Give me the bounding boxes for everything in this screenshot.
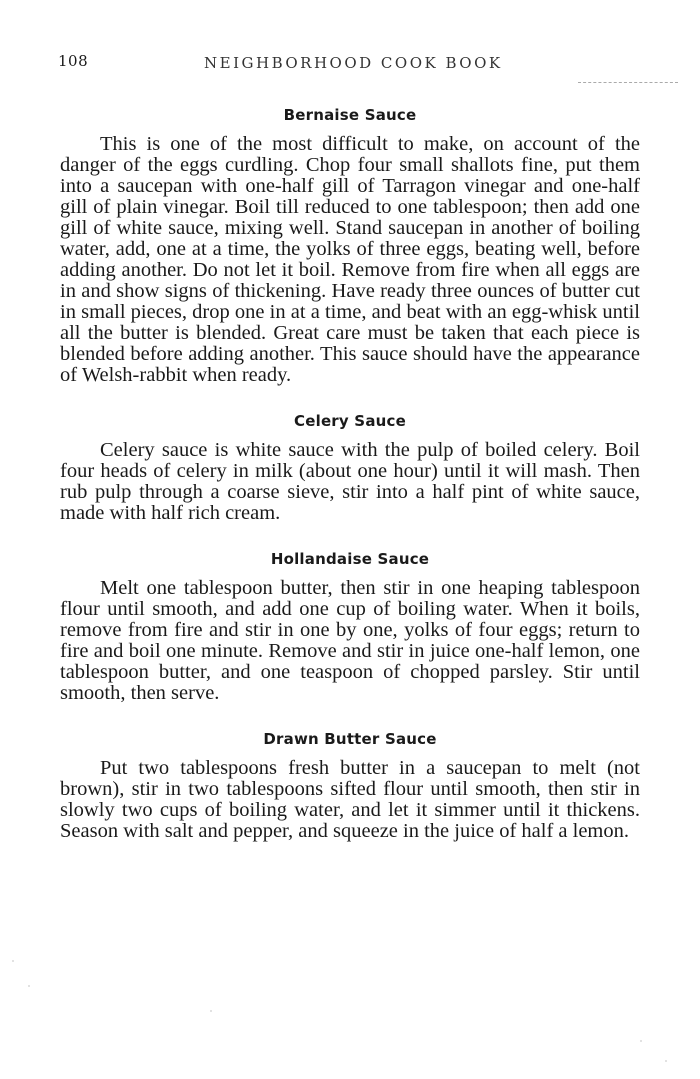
running-head (58, 52, 642, 78)
page-number: 108 (58, 52, 89, 70)
paper-speck (12, 960, 14, 962)
paper-speck (210, 1010, 212, 1012)
paper-speck (28, 985, 30, 987)
recipe-title: Hollandaise Sauce (270, 550, 430, 568)
recipe-body: Melt one tablespoon butter, then stir in one heaping tablespoon flour until smooth, and add one cup of boiling water. When it boils, remove from fire and stir in one by one, yolks of four eggs; return to fire and boil one minute. Remove and stir in juice one-half lemon, one tablespoon butter, and one teaspoon of chopped parsley. Stir until smooth, then serve. (60, 577, 640, 704)
recipe-title: Bernaise Sauce (283, 106, 417, 124)
header-rule (578, 82, 678, 83)
recipe-celery-sauce (60, 412, 640, 524)
recipe-title: Celery Sauce (294, 412, 406, 430)
paper-speck (665, 1060, 667, 1062)
recipe-body: This is one of the most difficult to make, on account of the danger of the eggs curdling. Chop four small shallots fine, put them into a saucepan with one-half gill of Tarragon vinegar and one-half gill of plain vinegar. Boil till reduced to one tablespoon; then add one gill of white sauce, mixing well. Stand saucepan in another of boiling water, add, one at a time, the yolks of three eggs, beating well, before adding another. Do not let it boil. Remove from fire when all eggs are in and show signs of thickening. Have ready three ounces of butter cut in small pieces, drop one in at a time, and beat with an egg-whisk until all the butter is blended. Great care must be taken that each piece is blended before adding another. This sauce should have the appearance of Welsh-rabbit when ready. (60, 133, 640, 386)
recipe-body: Celery sauce is white sauce with the pulp of boiled celery. Boil four heads of celery in milk (about one hour) until it will mash. Then rub pulp through a coarse sieve, stir into a half pint of white sauce, made with half rich cream. (60, 439, 640, 524)
recipe-drawn-butter-sauce (60, 730, 640, 842)
recipe-title: Drawn Butter Sauce (263, 730, 437, 748)
page-content (60, 106, 640, 842)
recipe-bernaise-sauce (60, 106, 640, 386)
recipe-body: Put two tablespoons fresh butter in a saucepan to melt (not brown), stir in two tablespoons sifted flour until smooth, then stir in slowly two cups of boiling water, and let it simmer until it thickens. Season with salt and pepper, and squeeze in the juice of half a lemon. (60, 757, 640, 842)
running-title: NEIGHBORHOOD COOK BOOK (204, 54, 503, 72)
paper-speck (640, 1040, 642, 1042)
recipe-hollandaise-sauce (60, 550, 640, 704)
